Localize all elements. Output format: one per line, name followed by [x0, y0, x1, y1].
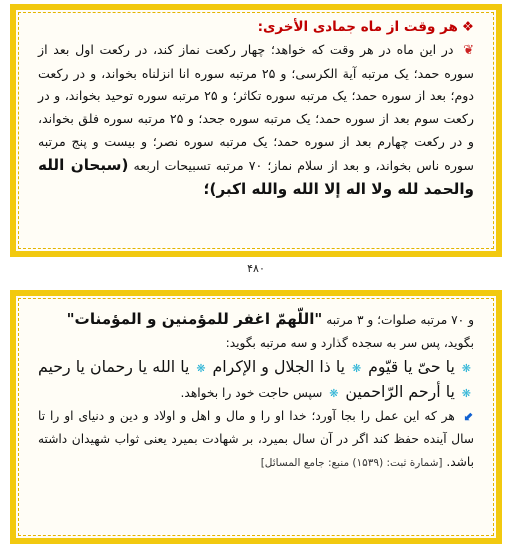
flower-bullet-icon: ❦ — [463, 42, 475, 58]
separator-icon: ❋ — [461, 362, 471, 375]
salawat-line — [38, 308, 474, 332]
instruction-text: در این ماه در هر وقت که خواهد؛ چهار رکعت نماز کند، در رکعت اول بعد از سوره حمد؛ یک مرتبه آیة الکرسی؛ و ۲۵ مرتبه سوره انا انزلناه بخواند، و در رکعت دوم؛ بعد از سوره حمد؛ یک مرتبه سوره تکاثر؛ و ۲۵ مرتبه سوره توحید بخواند، و در رکعت سوم بعد از سوره حمد؛ یک مرتبه سوره جحد؛ و ۲۵ مرتبه سوره فلق بخواند، و در رکعت چهارم بعد از سوره حمد؛ یک مرتبه سوره نصر؛ و بیست و پنج مرتبه سوره ناس بخواند، و بعد از سلام نماز؛ ۷۰ مرتبه تسبیحات اربعه — [38, 41, 474, 173]
reward-text: هر که این عمل را بجا آورد؛ خدا او را و مال و اهل و اولاد و دین و دنیای او را تا سال آینده حفظ کند اگر در آن سال بمیرد، بر شهادت بمیرد یعنی ثواب شهیدان داشته باشد. — [38, 409, 474, 469]
top-card-content — [38, 16, 474, 201]
heading-star-icon: ❖ — [461, 19, 474, 35]
bottom-card-content — [38, 308, 474, 475]
bottom-card — [10, 290, 502, 544]
page-number: ۴۸۰ — [247, 262, 265, 275]
divine-name: یا حیّ یا قیّوم — [368, 357, 455, 376]
divine-name: یا ذا الجلال و الإکرام — [212, 357, 346, 376]
separator-icon: ❋ — [196, 362, 206, 375]
divine-name: یا الله یا رحمان یا رحیم — [38, 357, 190, 376]
top-card — [10, 4, 502, 257]
separator-icon: ❋ — [351, 362, 362, 375]
instruction-paragraph — [38, 39, 474, 202]
request-instruction: سپس حاجت خود را بخواهد. — [180, 386, 323, 400]
tasbihat-dhikr: (سبحان الله والحمد لله ولا اله إلا الله والله اکبر)؛ — [38, 155, 474, 198]
arrow-bullet-icon: ⬋ — [463, 409, 474, 423]
sajdah-instruction: بگوید، پس سر به سجده گذارد و سه مرتبه بگوید: — [225, 336, 474, 350]
separator-icon: ❋ — [461, 387, 471, 400]
source-citation: [شمارة ثبت: (۱۵۳۹) منبع: جامع المسائل] — [260, 457, 443, 469]
salawat-text: و ۷۰ مرتبه صلوات؛ و ۳ مرتبه — [326, 313, 474, 327]
divine-name: یا أرحم الرّاحمین — [345, 382, 455, 401]
separator-icon: ❋ — [329, 387, 339, 400]
section-heading — [38, 16, 474, 39]
heading-text: هر وقت از ماه جمادی الأخری: — [257, 19, 458, 35]
divine-names — [38, 355, 474, 405]
istighfar-dua: "اللّهمّ اغفر للمؤمنین و المؤمنات" — [66, 310, 323, 328]
reward-paragraph — [38, 405, 474, 475]
